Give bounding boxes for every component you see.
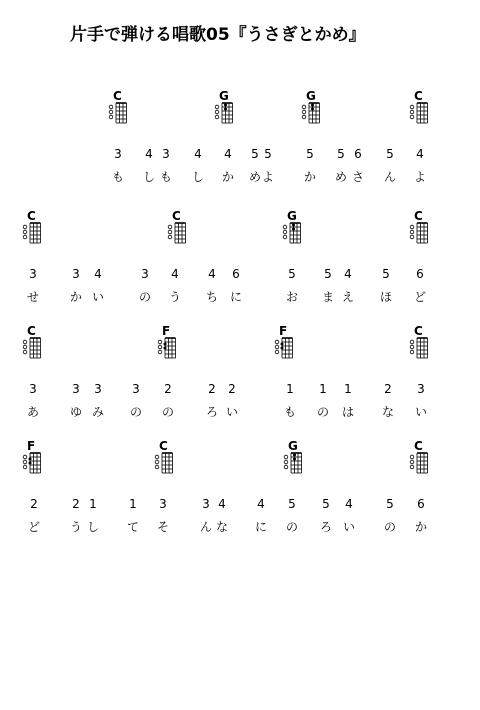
note-number: 3 <box>72 382 80 396</box>
lyric-syllable: め <box>334 170 347 184</box>
chord-diagram <box>405 210 435 246</box>
lyric-syllable: お <box>285 290 298 304</box>
lyric-syllable: の <box>316 405 329 419</box>
note-number: 3 <box>141 267 149 281</box>
note-number: 5 <box>251 147 259 161</box>
note-number: 5 <box>324 267 332 281</box>
chord-diagram <box>405 440 435 476</box>
chord-name: C <box>414 89 423 103</box>
note-number: 4 <box>145 147 153 161</box>
open-string-mark <box>410 115 414 119</box>
chord-name: C <box>414 324 423 338</box>
chord-name: C <box>414 209 423 223</box>
note-number: 4 <box>94 267 102 281</box>
finger-dot <box>281 343 284 346</box>
note-number: 1 <box>319 382 327 396</box>
finger-dot <box>224 104 227 107</box>
lyric-syllable: に <box>229 290 242 304</box>
open-string-mark <box>158 340 162 344</box>
note-number: 4 <box>218 497 226 511</box>
lyric-syllable: い <box>342 520 355 534</box>
lyric-syllable: し <box>86 520 99 534</box>
finger-dot <box>293 454 296 457</box>
lyric-syllable: ち <box>205 290 218 304</box>
open-string-mark <box>302 110 306 114</box>
lyric-syllable: も <box>159 170 172 184</box>
chord-grid <box>279 452 309 474</box>
chord-grid <box>297 102 327 124</box>
lyric-syllable: の <box>383 520 396 534</box>
lyric-syllable: に <box>254 520 267 534</box>
finger-dot <box>29 462 32 465</box>
chord-diagram <box>163 210 193 246</box>
lyric-syllable: の <box>138 290 151 304</box>
lyric-syllable: よ <box>261 170 274 184</box>
lyric-syllable: か <box>303 170 316 184</box>
note-number: 3 <box>94 382 102 396</box>
open-string-mark <box>158 350 162 354</box>
chord-diagram <box>104 90 134 126</box>
chord-grid <box>150 452 180 474</box>
lyric-syllable: ま <box>321 290 334 304</box>
chord-grid <box>405 452 435 474</box>
finger-dot <box>224 108 227 111</box>
open-string-mark <box>302 105 306 109</box>
chord-grid <box>405 102 435 124</box>
lyric-syllable: し <box>142 170 155 184</box>
lyric-syllable: い <box>414 405 427 419</box>
finger-dot <box>29 458 32 461</box>
open-string-mark <box>23 460 27 464</box>
open-string-mark <box>23 225 27 229</box>
finger-dot <box>164 347 167 350</box>
open-string-mark <box>283 225 287 229</box>
note-number: 2 <box>384 382 392 396</box>
chord-grid <box>153 337 183 359</box>
chord-diagram <box>210 90 240 126</box>
chord-diagram <box>405 325 435 361</box>
open-string-mark <box>410 460 414 464</box>
open-string-mark <box>410 350 414 354</box>
note-number: 4 <box>171 267 179 281</box>
lyric-syllable: の <box>285 520 298 534</box>
open-string-mark <box>410 235 414 239</box>
note-number: 1 <box>89 497 97 511</box>
finger-dot <box>311 108 314 111</box>
note-number: 5 <box>386 497 394 511</box>
lyric-syllable: か <box>221 170 234 184</box>
open-string-mark <box>168 225 172 229</box>
lyric-syllable: て <box>126 520 139 534</box>
lyric-syllable: い <box>225 405 238 419</box>
lyric-syllable: ゆ <box>69 405 82 419</box>
open-string-mark <box>23 235 27 239</box>
note-number: 4 <box>257 497 265 511</box>
lyric-syllable: あ <box>26 405 39 419</box>
chord-grid <box>18 222 48 244</box>
chord-name: G <box>306 89 316 103</box>
note-number: 3 <box>162 147 170 161</box>
open-string-mark <box>109 115 113 119</box>
lyric-syllable: の <box>129 405 142 419</box>
open-string-mark <box>302 115 306 119</box>
lyric-syllable: ど <box>413 290 426 304</box>
note-number: 4 <box>344 267 352 281</box>
chord-diagram <box>18 440 48 476</box>
open-string-mark <box>275 350 279 354</box>
open-string-mark <box>168 235 172 239</box>
note-number: 1 <box>286 382 294 396</box>
lyric-syllable: み <box>91 405 104 419</box>
lyric-syllable: せ <box>26 290 39 304</box>
note-number: 5 <box>382 267 390 281</box>
note-number: 6 <box>417 497 425 511</box>
lyric-syllable: う <box>69 520 82 534</box>
note-number: 5 <box>337 147 345 161</box>
lyric-syllable: ろ <box>205 405 218 419</box>
open-string-mark <box>23 465 27 469</box>
chord-name: C <box>172 209 181 223</box>
note-number: 6 <box>232 267 240 281</box>
note-number: 3 <box>159 497 167 511</box>
chord-diagram <box>18 325 48 361</box>
open-string-mark <box>284 460 288 464</box>
chord-grid <box>210 102 240 124</box>
chord-grid <box>18 337 48 359</box>
note-number: 5 <box>322 497 330 511</box>
chord-name: F <box>27 439 36 453</box>
open-string-mark <box>410 455 414 459</box>
chord-name: C <box>414 439 423 453</box>
lyric-syllable: か <box>414 520 427 534</box>
lyric-syllable: か <box>69 290 82 304</box>
open-string-mark <box>283 230 287 234</box>
open-string-mark <box>410 110 414 114</box>
open-string-mark <box>23 340 27 344</box>
note-number: 5 <box>306 147 314 161</box>
lyric-syllable: も <box>111 170 124 184</box>
open-string-mark <box>410 225 414 229</box>
open-string-mark <box>410 230 414 234</box>
chord-grid <box>278 222 308 244</box>
lyric-syllable: ん <box>383 170 396 184</box>
lyric-syllable: ほ <box>379 290 392 304</box>
lyric-syllable: い <box>91 290 104 304</box>
chord-name: G <box>288 439 298 453</box>
chord-diagram <box>278 210 308 246</box>
open-string-mark <box>168 230 172 234</box>
chord-diagram <box>270 325 300 361</box>
chord-grid <box>18 452 48 474</box>
chord-name: C <box>27 209 36 223</box>
chord-diagram <box>153 325 183 361</box>
open-string-mark <box>215 105 219 109</box>
lyric-syllable: も <box>283 405 296 419</box>
note-number: 3 <box>132 382 140 396</box>
open-string-mark <box>410 345 414 349</box>
open-string-mark <box>155 460 159 464</box>
note-number: 2 <box>208 382 216 396</box>
lyric-syllable: ど <box>27 520 40 534</box>
finger-dot <box>311 104 314 107</box>
open-string-mark <box>410 105 414 109</box>
finger-dot <box>293 458 296 461</box>
chord-diagram <box>18 210 48 246</box>
open-string-mark <box>155 465 159 469</box>
page-title: 片手で弾ける唱歌05『うさぎとかめ』 <box>70 25 366 45</box>
open-string-mark <box>109 110 113 114</box>
note-number: 3 <box>202 497 210 511</box>
lyric-syllable: え <box>341 290 354 304</box>
chord-diagram <box>297 90 327 126</box>
chord-name: C <box>27 324 36 338</box>
chord-grid <box>104 102 134 124</box>
open-string-mark <box>275 345 279 349</box>
lyric-syllable: よ <box>413 170 426 184</box>
chord-diagram <box>405 90 435 126</box>
open-string-mark <box>109 105 113 109</box>
open-string-mark <box>23 350 27 354</box>
note-number: 5 <box>264 147 272 161</box>
lyric-syllable: め <box>248 170 261 184</box>
lyric-syllable: は <box>341 405 354 419</box>
note-number: 3 <box>29 267 37 281</box>
lyric-syllable: ん <box>199 520 212 534</box>
note-number: 5 <box>288 497 296 511</box>
open-string-mark <box>23 455 27 459</box>
note-number: 6 <box>416 267 424 281</box>
lyric-syllable: ろ <box>319 520 332 534</box>
open-string-mark <box>158 345 162 349</box>
chord-diagram <box>150 440 180 476</box>
note-number: 2 <box>72 497 80 511</box>
lyric-syllable: な <box>381 405 394 419</box>
open-string-mark <box>410 465 414 469</box>
lyric-syllable: う <box>168 290 181 304</box>
note-number: 3 <box>72 267 80 281</box>
chord-grid <box>405 222 435 244</box>
open-string-mark <box>215 115 219 119</box>
chord-diagram <box>279 440 309 476</box>
note-number: 5 <box>386 147 394 161</box>
note-number: 5 <box>288 267 296 281</box>
chord-name: C <box>113 89 122 103</box>
note-number: 2 <box>30 497 38 511</box>
finger-dot <box>281 347 284 350</box>
note-number: 6 <box>354 147 362 161</box>
chord-name: F <box>279 324 288 338</box>
finger-dot <box>164 343 167 346</box>
chord-name: C <box>159 439 168 453</box>
chord-name: F <box>162 324 171 338</box>
open-string-mark <box>215 110 219 114</box>
note-number: 3 <box>29 382 37 396</box>
finger-dot <box>292 228 295 231</box>
note-number: 4 <box>416 147 424 161</box>
open-string-mark <box>284 465 288 469</box>
chord-grid <box>405 337 435 359</box>
note-number: 2 <box>164 382 172 396</box>
chord-grid <box>270 337 300 359</box>
open-string-mark <box>275 340 279 344</box>
note-number: 4 <box>208 267 216 281</box>
lyric-syllable: し <box>191 170 204 184</box>
note-number: 4 <box>194 147 202 161</box>
chord-name: G <box>287 209 297 223</box>
lyric-syllable: な <box>215 520 228 534</box>
lyric-syllable: さ <box>351 170 364 184</box>
open-string-mark <box>410 340 414 344</box>
note-number: 3 <box>114 147 122 161</box>
lyric-syllable: の <box>161 405 174 419</box>
lyric-syllable: そ <box>156 520 169 534</box>
note-number: 4 <box>224 147 232 161</box>
open-string-mark <box>283 235 287 239</box>
chord-grid <box>163 222 193 244</box>
note-number: 1 <box>344 382 352 396</box>
finger-dot <box>292 224 295 227</box>
open-string-mark <box>284 455 288 459</box>
chord-name: G <box>219 89 229 103</box>
open-string-mark <box>23 345 27 349</box>
open-string-mark <box>155 455 159 459</box>
open-string-mark <box>23 230 27 234</box>
note-number: 4 <box>345 497 353 511</box>
note-number: 1 <box>129 497 137 511</box>
note-number: 2 <box>228 382 236 396</box>
note-number: 3 <box>417 382 425 396</box>
